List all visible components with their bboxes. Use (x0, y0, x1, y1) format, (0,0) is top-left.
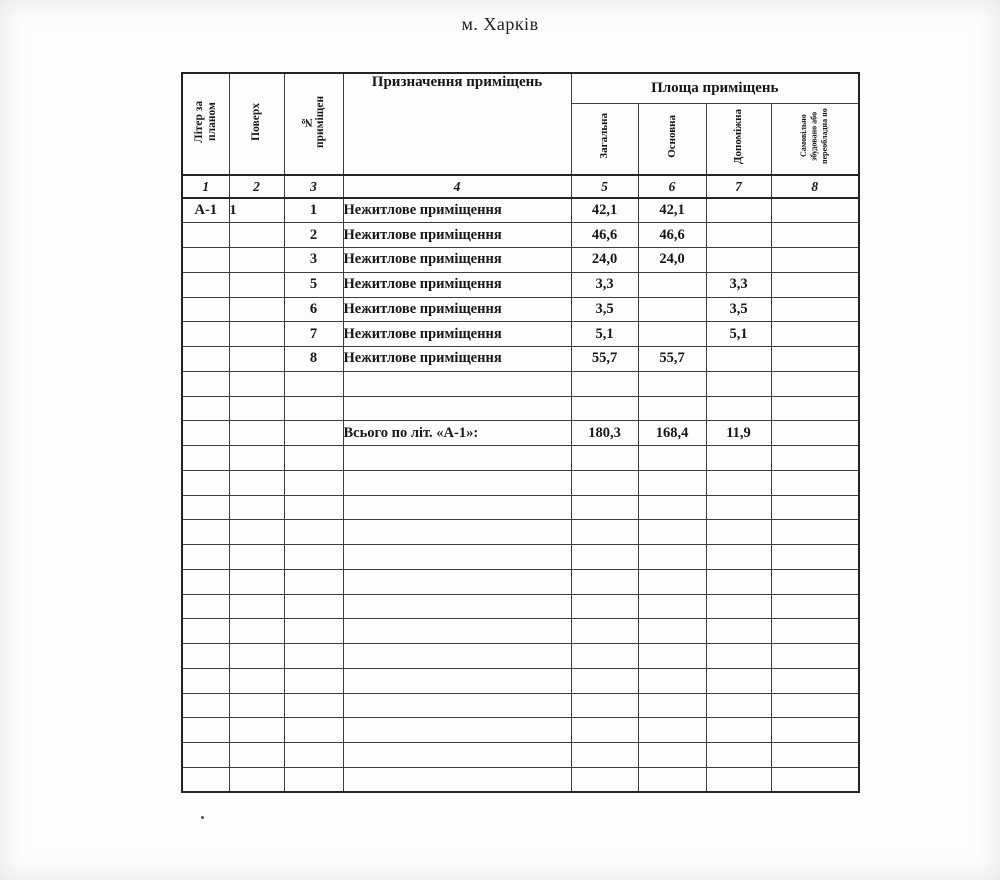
cell-unauthorized (771, 470, 859, 495)
cell-main-area: 24,0 (638, 248, 706, 273)
cell-main-area (638, 396, 706, 421)
cell-total-area (571, 371, 638, 396)
cell-purpose (343, 371, 571, 396)
cell-purpose: Нежитлове приміщення (343, 223, 571, 248)
cell-total-area: 24,0 (571, 248, 638, 273)
empty-row (182, 446, 859, 471)
cell-total-area: 3,5 (571, 297, 638, 322)
cell-room-number: 5 (284, 272, 343, 297)
cell-main-area (638, 495, 706, 520)
cell-letter (182, 272, 229, 297)
cell-unauthorized (771, 421, 859, 446)
cell-purpose (343, 594, 571, 619)
col-number-3: 3 (284, 175, 343, 198)
cell-purpose: Нежитлове приміщення (343, 347, 571, 372)
cell-total-area (571, 520, 638, 545)
cell-floor (229, 619, 284, 644)
cell-total-area (571, 545, 638, 570)
cell-purpose (343, 396, 571, 421)
cell-total-area (571, 619, 638, 644)
cell-room-number (284, 668, 343, 693)
cell-main-area (638, 446, 706, 471)
cell-letter (182, 668, 229, 693)
cell-letter (182, 446, 229, 471)
cell-aux-area: 5,1 (706, 322, 771, 347)
empty-row (182, 396, 859, 421)
cell-purpose (343, 545, 571, 570)
col-header-letter (182, 73, 229, 175)
col-header-main-area (638, 103, 706, 175)
cell-main-area (638, 693, 706, 718)
cell-purpose: Нежитлове приміщення (343, 272, 571, 297)
cell-floor (229, 644, 284, 669)
cell-total-area (571, 767, 638, 792)
cell-unauthorized (771, 322, 859, 347)
cell-room-number: 3 (284, 248, 343, 273)
cell-letter (182, 619, 229, 644)
cell-floor (229, 248, 284, 273)
cell-room-number (284, 743, 343, 768)
cell-unauthorized (771, 569, 859, 594)
cell-floor (229, 396, 284, 421)
col-number-4: 4 (343, 175, 571, 198)
cell-letter (182, 718, 229, 743)
empty-row (182, 743, 859, 768)
cell-total-area (571, 668, 638, 693)
cell-floor (229, 297, 284, 322)
cell-room-number: 2 (284, 223, 343, 248)
cell-room-number (284, 396, 343, 421)
cell-letter (182, 767, 229, 792)
cell-floor (229, 743, 284, 768)
cell-unauthorized (771, 495, 859, 520)
cell-letter (182, 644, 229, 669)
col-number-6: 6 (638, 175, 706, 198)
col-header-area-group: Площа приміщень (571, 73, 859, 103)
empty-row (182, 693, 859, 718)
cell-unauthorized (771, 520, 859, 545)
cell-floor (229, 767, 284, 792)
cell-total-area: 3,3 (571, 272, 638, 297)
cell-purpose (343, 619, 571, 644)
cell-total-area (571, 396, 638, 421)
cell-letter (182, 396, 229, 421)
cell-unauthorized (771, 619, 859, 644)
cell-aux-area (706, 693, 771, 718)
cell-main-area (638, 520, 706, 545)
cell-room-number (284, 545, 343, 570)
col-header-unauthorized-label: Самовільно збудовано або переобладна но (799, 108, 829, 165)
cell-floor (229, 470, 284, 495)
cell-room-number (284, 495, 343, 520)
col-header-room-number (284, 73, 343, 175)
empty-row (182, 668, 859, 693)
cell-purpose: Всього по літ. «А-1»: (343, 421, 571, 446)
cell-total-area: 5,1 (571, 322, 638, 347)
cell-letter (182, 223, 229, 248)
cell-main-area (638, 718, 706, 743)
cell-letter (182, 743, 229, 768)
data-row (182, 297, 859, 322)
cell-aux-area (706, 396, 771, 421)
cell-letter (182, 495, 229, 520)
cell-letter: А-1 (182, 198, 229, 223)
cell-purpose (343, 668, 571, 693)
cell-total-area (571, 594, 638, 619)
empty-row (182, 495, 859, 520)
cell-purpose (343, 446, 571, 471)
cell-aux-area (706, 668, 771, 693)
col-number-7: 7 (706, 175, 771, 198)
cell-unauthorized (771, 371, 859, 396)
col-number-1: 1 (182, 175, 229, 198)
cell-unauthorized (771, 396, 859, 421)
cell-main-area (638, 668, 706, 693)
cell-unauthorized (771, 718, 859, 743)
cell-floor (229, 446, 284, 471)
cell-letter (182, 322, 229, 347)
cell-purpose: Нежитлове приміщення (343, 248, 571, 273)
cell-main-area (638, 470, 706, 495)
col-header-aux-area (706, 103, 771, 175)
cell-main-area (638, 297, 706, 322)
data-row (182, 248, 859, 273)
cell-total-area (571, 495, 638, 520)
col-header-floor (229, 73, 284, 175)
column-number-row (182, 175, 859, 198)
col-header-letter-label: Літер за планом (192, 100, 218, 143)
empty-row (182, 718, 859, 743)
cell-aux-area (706, 520, 771, 545)
cell-floor (229, 545, 284, 570)
cell-main-area (638, 767, 706, 792)
cell-main-area (638, 619, 706, 644)
cell-floor (229, 371, 284, 396)
empty-row (182, 644, 859, 669)
cell-main-area (638, 322, 706, 347)
cell-aux-area (706, 644, 771, 669)
cell-purpose: Нежитлове приміщення (343, 297, 571, 322)
col-number-2: 2 (229, 175, 284, 198)
cell-purpose (343, 495, 571, 520)
cell-floor (229, 569, 284, 594)
cell-letter (182, 470, 229, 495)
cell-purpose: Нежитлове приміщення (343, 198, 571, 223)
cell-total-area: 55,7 (571, 347, 638, 372)
cell-letter (182, 421, 229, 446)
cell-total-area (571, 743, 638, 768)
cell-total-area (571, 693, 638, 718)
cell-floor (229, 322, 284, 347)
cell-letter (182, 297, 229, 322)
cell-letter (182, 371, 229, 396)
cell-purpose (343, 743, 571, 768)
cell-room-number (284, 718, 343, 743)
data-row (182, 272, 859, 297)
cell-unauthorized (771, 198, 859, 223)
cell-aux-area (706, 743, 771, 768)
cell-unauthorized (771, 223, 859, 248)
cell-letter (182, 347, 229, 372)
cell-letter (182, 693, 229, 718)
cell-floor (229, 718, 284, 743)
data-row (182, 322, 859, 347)
cell-aux-area (706, 371, 771, 396)
cell-unauthorized (771, 248, 859, 273)
cell-floor (229, 347, 284, 372)
data-row (182, 347, 859, 372)
cell-room-number (284, 470, 343, 495)
cell-aux-area: 11,9 (706, 421, 771, 446)
col-header-unauthorized (771, 103, 859, 175)
cell-unauthorized (771, 743, 859, 768)
cell-total-area (571, 718, 638, 743)
cell-purpose (343, 718, 571, 743)
cell-room-number (284, 594, 343, 619)
empty-row (182, 594, 859, 619)
cell-unauthorized (771, 767, 859, 792)
cell-unauthorized (771, 594, 859, 619)
cell-aux-area (706, 767, 771, 792)
cell-letter (182, 569, 229, 594)
cell-aux-area (706, 223, 771, 248)
cell-room-number (284, 446, 343, 471)
cell-unauthorized (771, 693, 859, 718)
cell-letter (182, 545, 229, 570)
col-header-main-area-label: Основна (665, 114, 678, 158)
cell-floor (229, 594, 284, 619)
cell-room-number: 6 (284, 297, 343, 322)
scan-speck (201, 816, 204, 819)
empty-row (182, 767, 859, 792)
cell-unauthorized (771, 347, 859, 372)
cell-main-area (638, 644, 706, 669)
cell-aux-area (706, 470, 771, 495)
table-header (182, 73, 859, 198)
cell-total-area: 180,3 (571, 421, 638, 446)
cell-aux-area (706, 594, 771, 619)
cell-unauthorized (771, 297, 859, 322)
cell-purpose (343, 569, 571, 594)
cell-floor (229, 668, 284, 693)
data-row (182, 223, 859, 248)
cell-floor (229, 223, 284, 248)
cell-main-area (638, 569, 706, 594)
cell-total-area (571, 446, 638, 471)
cell-purpose (343, 644, 571, 669)
cell-aux-area (706, 347, 771, 372)
cell-unauthorized (771, 668, 859, 693)
cell-aux-area (706, 248, 771, 273)
empty-row (182, 470, 859, 495)
cell-letter (182, 520, 229, 545)
col-header-total-area-label: Загальна (598, 113, 611, 160)
cell-total-area (571, 644, 638, 669)
cell-main-area (638, 743, 706, 768)
cell-main-area: 168,4 (638, 421, 706, 446)
cell-total-area (571, 569, 638, 594)
premises-table (181, 72, 860, 793)
col-number-5: 5 (571, 175, 638, 198)
cell-main-area: 46,6 (638, 223, 706, 248)
col-header-room-number-label: № приміщен (300, 95, 326, 148)
cell-aux-area (706, 545, 771, 570)
cell-floor (229, 495, 284, 520)
cell-room-number (284, 371, 343, 396)
cell-room-number: 1 (284, 198, 343, 223)
col-number-8: 8 (771, 175, 859, 198)
cell-aux-area: 3,5 (706, 297, 771, 322)
cell-room-number (284, 569, 343, 594)
cell-purpose: Нежитлове приміщення (343, 322, 571, 347)
table-body (182, 198, 859, 792)
total-row (182, 421, 859, 446)
cell-room-number (284, 421, 343, 446)
cell-room-number: 7 (284, 322, 343, 347)
cell-room-number (284, 767, 343, 792)
cell-main-area: 55,7 (638, 347, 706, 372)
cell-main-area: 42,1 (638, 198, 706, 223)
cell-main-area (638, 594, 706, 619)
cell-floor (229, 421, 284, 446)
empty-row (182, 545, 859, 570)
cell-total-area: 46,6 (571, 223, 638, 248)
cell-main-area (638, 272, 706, 297)
data-row (182, 198, 859, 223)
cell-room-number: 8 (284, 347, 343, 372)
cell-room-number (284, 520, 343, 545)
cell-purpose (343, 470, 571, 495)
cell-aux-area (706, 495, 771, 520)
cell-room-number (284, 619, 343, 644)
cell-main-area (638, 545, 706, 570)
cell-total-area: 42,1 (571, 198, 638, 223)
cell-unauthorized (771, 545, 859, 570)
empty-row (182, 520, 859, 545)
cell-purpose (343, 767, 571, 792)
cell-floor (229, 520, 284, 545)
empty-row (182, 569, 859, 594)
empty-row (182, 619, 859, 644)
cell-aux-area (706, 569, 771, 594)
cell-letter (182, 248, 229, 273)
cell-aux-area: 3,3 (706, 272, 771, 297)
page-title: м. Харків (461, 14, 539, 34)
cell-aux-area (706, 619, 771, 644)
cell-aux-area (706, 718, 771, 743)
cell-total-area (571, 470, 638, 495)
empty-row (182, 371, 859, 396)
cell-room-number (284, 644, 343, 669)
col-header-aux-area-label: Допоміжна (732, 108, 745, 164)
cell-unauthorized (771, 446, 859, 471)
cell-aux-area (706, 446, 771, 471)
cell-purpose (343, 693, 571, 718)
cell-floor (229, 693, 284, 718)
cell-floor (229, 272, 284, 297)
cell-unauthorized (771, 644, 859, 669)
cell-main-area (638, 371, 706, 396)
cell-room-number (284, 693, 343, 718)
cell-purpose (343, 520, 571, 545)
col-header-purpose: Призначення приміщень (343, 73, 571, 175)
cell-letter (182, 594, 229, 619)
cell-aux-area (706, 198, 771, 223)
cell-unauthorized (771, 272, 859, 297)
col-header-total-area (571, 103, 638, 175)
cell-floor: 1 (229, 198, 284, 223)
col-header-floor-label: Поверх (250, 102, 263, 141)
